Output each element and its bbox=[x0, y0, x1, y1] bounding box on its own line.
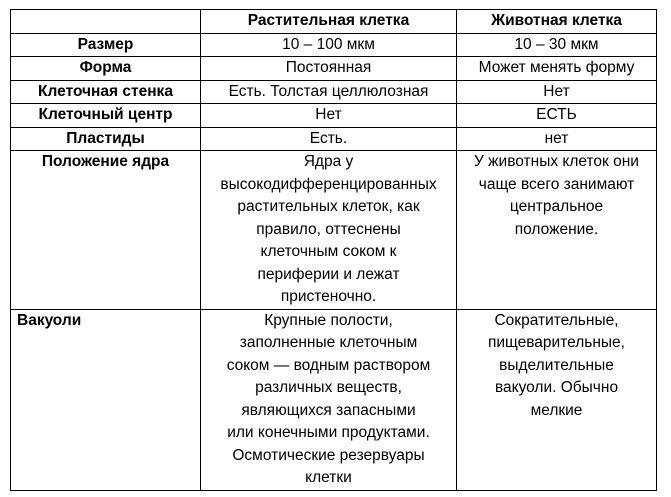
table-row bbox=[11, 57, 657, 81]
table-row bbox=[11, 151, 657, 310]
comparison-table bbox=[10, 9, 657, 491]
header-cell-plant: Растительная клетка bbox=[201, 10, 457, 34]
animal-cell: У животных клеток они чаще всего занимают центральное положение. bbox=[457, 151, 657, 310]
row-label: Форма bbox=[11, 57, 201, 81]
table-row bbox=[11, 33, 657, 57]
row-label: Положение ядра bbox=[11, 151, 201, 310]
animal-cell: Может менять форму bbox=[457, 57, 657, 81]
table-row bbox=[11, 127, 657, 151]
row-label: Клеточная стенка bbox=[11, 80, 201, 104]
table-row bbox=[11, 80, 657, 104]
plant-cell: Ядра у высокодифференцированных растительных клеток, как правило, оттеснены клеточным соком к периферии и лежат пристеночно. bbox=[201, 151, 457, 310]
plant-cell: 10 – 100 мкм bbox=[201, 33, 457, 57]
header-cell-animal: Животная клетка bbox=[457, 10, 657, 34]
header-row bbox=[11, 10, 657, 34]
header-cell-empty bbox=[11, 10, 201, 34]
row-label: Клеточный центр bbox=[11, 104, 201, 128]
animal-cell: Нет bbox=[457, 80, 657, 104]
animal-cell: ЕСТЬ bbox=[457, 104, 657, 128]
plant-cell: Есть. Толстая целлюлозная bbox=[201, 80, 457, 104]
plant-cell: Нет bbox=[201, 104, 457, 128]
row-label: Размер bbox=[11, 33, 201, 57]
row-label: Пластиды bbox=[11, 127, 201, 151]
plant-cell: Постоянная bbox=[201, 57, 457, 81]
plant-cell: Есть. bbox=[201, 127, 457, 151]
animal-cell: Сократительные, пищеварительные, выделительные вакуоли. Обычно мелкие bbox=[457, 309, 657, 490]
animal-cell: нет bbox=[457, 127, 657, 151]
plant-cell: Крупные полости, заполненные клеточным соком — водным раствором различных веществ, являющихся запасными или конечными продуктами. Осмотические резервуары клетки bbox=[201, 309, 457, 490]
table-row bbox=[11, 104, 657, 128]
row-label: Вакуоли bbox=[11, 309, 201, 490]
table-row bbox=[11, 309, 657, 490]
animal-cell: 10 – 30 мкм bbox=[457, 33, 657, 57]
